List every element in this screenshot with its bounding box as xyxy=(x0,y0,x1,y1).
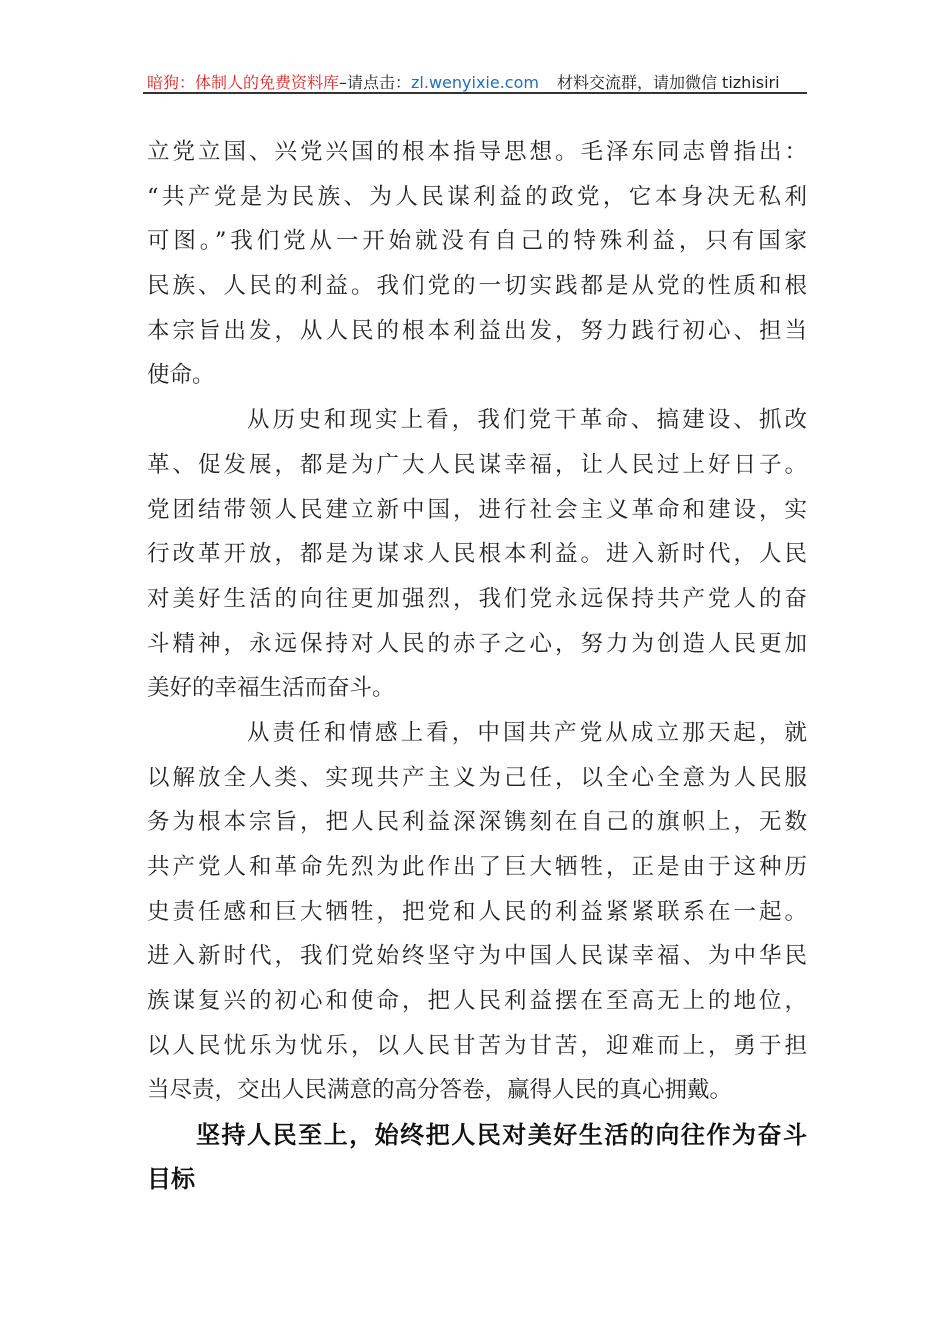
text-line: 斗精神，永远保持对人民的赤子之心，努力为创造人民更加 xyxy=(147,630,807,657)
paragraph xyxy=(147,398,807,711)
text-line: 共产党人和革命先烈为此作出了巨大牺牲，正是由于这种历 xyxy=(147,854,807,880)
text-line: “共产党是为民族、为人民谋利益的政党，它本身决无私利 xyxy=(147,183,807,210)
text-line: 立党立国、兴党兴国的根本指导思想。毛泽东同志曾指出： xyxy=(147,139,807,165)
header-divider xyxy=(143,92,807,94)
heading-line: 目标 xyxy=(147,1165,195,1194)
text-line: 美好的幸福生活而奋斗。 xyxy=(147,675,395,702)
text-line: 党团结带领人民建立新中国，进行社会主义革命和建设，实 xyxy=(147,496,807,523)
text-line: 革、促发展，都是为广大人民谋幸福，让人民过上好日子。 xyxy=(147,451,807,478)
text-line: 进入新时代，我们党始终坚守为中国人民谋幸福、为中华民 xyxy=(147,943,807,970)
text-line: 以解放全人类、实现共产主义为己任，以全心全意为人民服 xyxy=(147,764,807,791)
text-line: 史责任感和巨大牺牲，把党和人民的利益紧紧联系在一起。 xyxy=(147,898,807,925)
text-line: 可图。”我们党从一开始就没有自己的特殊利益，只有国家 xyxy=(147,228,807,255)
text-line: 从历史和现实上看，我们党干革命、搞建设、抓改 xyxy=(247,407,807,434)
section-heading xyxy=(147,1113,807,1201)
text-line: 以人民忧乐为忧乐，以人民甘苦为甘苦，迎难而上，勇于担 xyxy=(147,1032,807,1059)
paragraph xyxy=(147,711,807,1113)
text-line: 从责任和情感上看，中国共产党从成立那天起，就 xyxy=(247,719,807,746)
paragraph xyxy=(147,130,807,398)
header-contact: 材料交流群，请加微信 tizhisiri xyxy=(556,73,780,92)
header-link[interactable]: zl.wenyixie.com xyxy=(411,73,539,92)
header-prompt: –请点击： xyxy=(339,73,412,92)
heading-line: 坚持人民至上，始终把人民对美好生活的向往作为奋斗 xyxy=(196,1121,807,1150)
document-body xyxy=(147,130,807,1201)
text-line: 族谋复兴的初心和使命，把人民利益摆在至高无上的地位， xyxy=(147,988,807,1015)
text-line: 对美好生活的向往更加强烈，我们党永远保持共产党人的奋 xyxy=(147,585,807,612)
text-line: 使命。 xyxy=(147,362,215,389)
text-line: 行改革开放，都是为谋求人民根本利益。进入新时代，人民 xyxy=(147,541,807,568)
header-site-name: 暗狗：体制人的免费资料库 xyxy=(147,73,340,92)
page-header xyxy=(147,70,807,93)
text-line: 务为根本宗旨，把人民利益深深镌刻在自己的旗帜上，无数 xyxy=(147,809,807,836)
text-line: 民族、人民的利益。我们党的一切实践都是从党的性质和根 xyxy=(147,273,807,300)
text-line: 当尽责，交出人民满意的高分答卷，赢得人民的真心拥戴。 xyxy=(147,1077,733,1104)
text-line: 本宗旨出发，从人民的根本利益出发，努力践行初心、担当 xyxy=(147,317,807,344)
